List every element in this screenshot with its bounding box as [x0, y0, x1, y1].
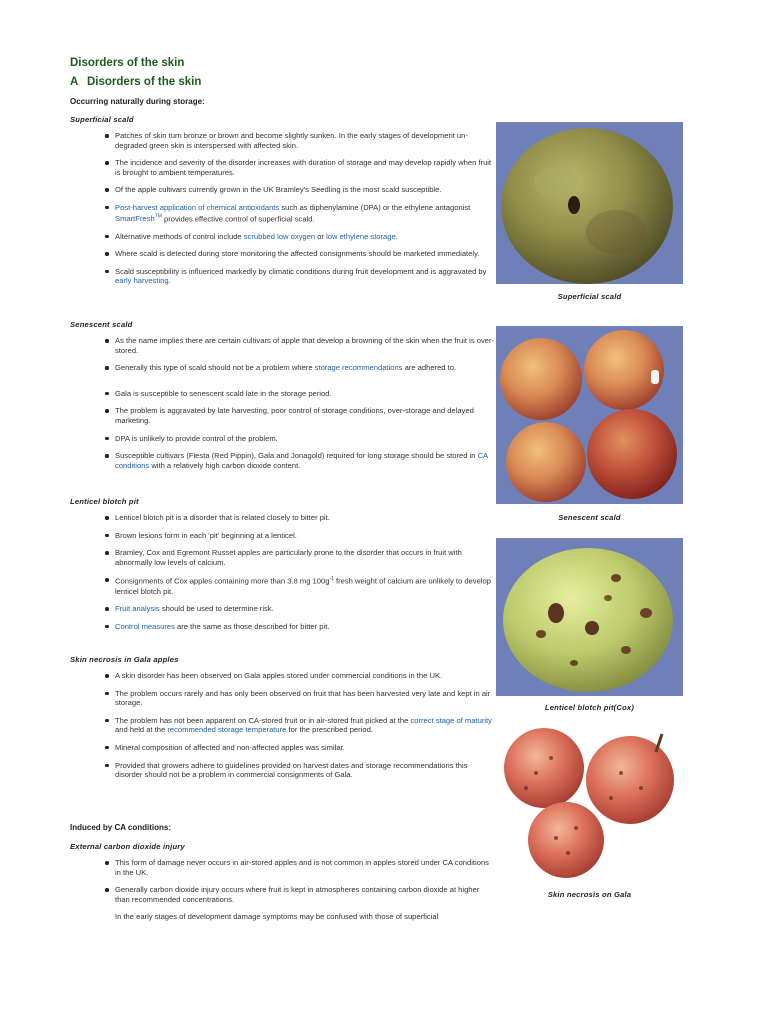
list-item: This form of damage never occurs in air-stored apples and is not common in apples stored under CA conditions in the UK.	[115, 858, 495, 877]
truncated-text: In the early stages of development damage symptoms may be confused with those of superficial	[115, 912, 439, 921]
link-scrubbed-low-oxygen[interactable]: scrubbed low oxygen	[243, 231, 316, 241]
link-storage-recommendations[interactable]: storage recommendations	[314, 363, 403, 373]
list-item: Generally carbon dioxide injury occurs where fruit is kept in atmospheres containing carbon dioxide at higher than recommended concentrations.	[115, 885, 495, 904]
list-item: Where scald is detected during store monitoring the affected consignments should be marketed immediately.	[115, 249, 495, 259]
link-recommended-storage-temperature[interactable]: recommended storage temperature	[167, 725, 287, 735]
list-superficial-scald	[103, 131, 495, 294]
link-fruit-analysis[interactable]: Fruit analysis	[115, 604, 160, 614]
caption-skin-necrosis: Skin necrosis on Gala	[547, 890, 632, 899]
list-item: As the name implies there are certain cultivars of apple that develop a browning of the skin when the fruit is over-stored.	[115, 336, 495, 355]
section-letter: A	[70, 76, 79, 88]
photo-senescent-scald	[496, 326, 683, 504]
link-low-ethylene-storage[interactable]: low ethylene storage	[326, 231, 396, 241]
list-item: Mineral composition of affected and non-affected apples was similar.	[115, 743, 495, 753]
photo-superficial-scald	[496, 122, 683, 284]
list-item: The problem is aggravated by late harvesting, poor control of storage conditions, over-storage and delayed marketing.	[115, 406, 495, 425]
subheading-natural: Occurring naturally during storage:	[70, 97, 205, 106]
list-lenticel-blotch-pit	[103, 513, 495, 639]
list-item: Susceptible cultivars (Fiesta (Red Pippin), Gala and Jonagold) required for long storage should be stored in CA conditions with a relatively high carbon dioxide content.	[115, 451, 495, 470]
heading-external-co2-injury: External carbon dioxide injury	[70, 842, 185, 851]
link-control-measures[interactable]: Control measures	[115, 621, 175, 631]
list-item: Of the apple cultivars currently grown in the UK Bramley's Seedling is the most scald susceptible.	[115, 185, 495, 195]
caption-lenticel-blotch-pit: Lenticel blotch pit(Cox)	[544, 703, 635, 712]
list-item: Bramley, Cox and Egremont Russet apples are particularly prone to the disorder that occurs in fruit with abnormally low levels of calcium.	[115, 548, 495, 567]
heading-skin-necrosis: Skin necrosis in Gala apples	[70, 655, 179, 664]
link-chemical-antioxidants[interactable]: Post-harvest application of chemical antioxidants	[115, 202, 280, 212]
list-item: The problem occurs rarely and has only been observed on fruit that has been harvested very late and kept in air storage.	[115, 689, 495, 708]
caption-senescent-scald: Senescent scald	[558, 513, 621, 522]
heading-lenticel-blotch-pit: Lenticel blotch pit	[70, 497, 139, 506]
page-title: Disorders of the skin	[70, 57, 185, 69]
list-item: Patches of skin turn bronze or brown and become slightly sunken. In the early stages of development un-degraded green skin is interspersed with affected skin.	[115, 131, 495, 150]
caption-superficial-scald: Superficial scald	[557, 292, 622, 301]
heading-senescent-scald: Senescent scald	[70, 320, 133, 329]
subheading-ca: Induced by CA conditions:	[70, 823, 172, 832]
photo-skin-necrosis	[496, 728, 683, 882]
list-item: Fruit analysis should be used to determine risk.	[115, 604, 495, 614]
link-smartfresh[interactable]: SmartFresh™	[115, 213, 162, 224]
section-heading	[70, 76, 201, 88]
list-item: Lenticel blotch pit is a disorder that is related closely to bitter pit.	[115, 513, 495, 523]
list-item: Generally this type of scald should not be a problem where storage recommendations are adhered to.	[115, 363, 495, 373]
list-item: Post-harvest application of chemical antioxidants such as diphenylamine (DPA) or the ethylene antagonist SmartFresh™ provides effective control of superficial scald.	[115, 203, 495, 224]
list-item: Scald susceptibility is influenced markedly by climatic conditions during fruit development and is aggravated by early harvesting.	[115, 267, 495, 286]
list-item: A skin disorder has been observed on Gala apples stored under commercial conditions in the UK.	[115, 671, 495, 681]
list-item: Provided that growers adhere to guidelines provided on harvest dates and storage recommendations this disorder should not be a problem in commercial consignments of Gala.	[115, 761, 495, 780]
list-item: Alternative methods of control include scrubbed low oxygen or low ethylene storage.	[115, 232, 495, 242]
list-item: Control measures are the same as those described for bitter pit.	[115, 622, 495, 632]
list-item: DPA is unlikely to provide control of the problem.	[115, 434, 495, 444]
link-correct-stage-of-maturity[interactable]: correct stage of maturity	[410, 715, 492, 725]
list-item: The problem has not been apparent on CA-stored fruit or in air-stored fruit picked at the correct stage of maturity and held at the recommended storage temperature for the prescribed period.	[115, 716, 495, 735]
link-early-harvesting[interactable]: early harvesting	[115, 276, 169, 286]
list-external-co2-injury	[103, 858, 495, 912]
section-title: Disorders of the skin	[87, 76, 202, 88]
list-senescent-scald	[103, 336, 495, 478]
list-item: Brown lesions form in each 'pit' beginning at a lenticel.	[115, 531, 495, 541]
list-item: Gala is susceptible to senescent scald late in the storage period.	[115, 389, 495, 399]
list-item: The incidence and severity of the disorder increases with duration of storage and may develop rapidly when fruit is brought to ambient temperatures.	[115, 158, 495, 177]
link-ca-conditions[interactable]: CA conditions	[115, 451, 488, 470]
photo-lenticel-blotch-pit	[496, 538, 683, 696]
heading-superficial-scald: Superficial scald	[70, 115, 134, 124]
list-item: Consignments of Cox apples containing more than 3.8 mg $100g^{-1}$ fresh weight of calcium are unlikely to develop lenticel blotch pit.	[115, 575, 495, 596]
list-skin-necrosis	[103, 671, 495, 788]
